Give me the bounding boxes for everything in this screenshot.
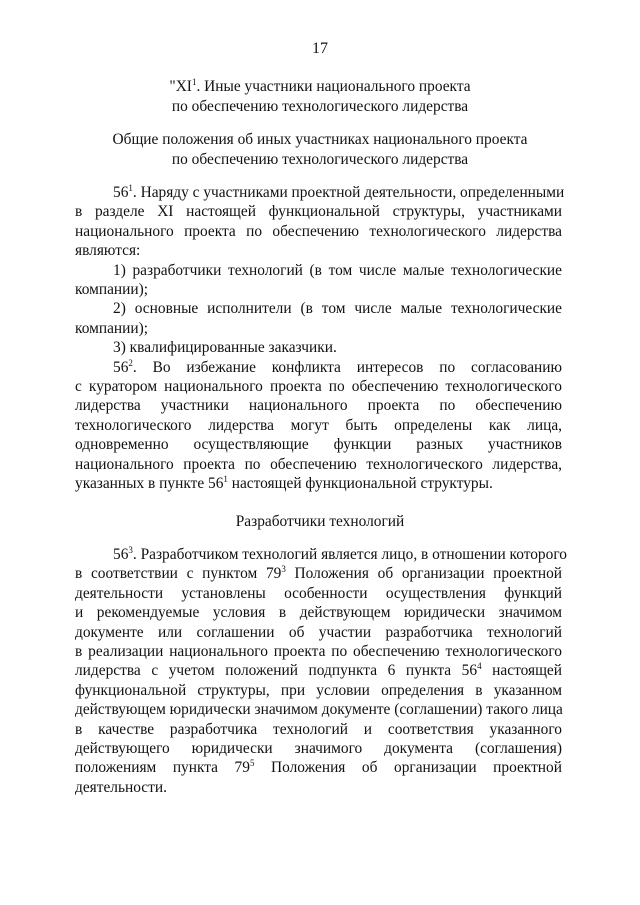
subsection-title bbox=[0, 130, 640, 170]
paragraph-56-2-line: технологического лидерства могут быть определены как лица, bbox=[75, 416, 562, 434]
paragraph-56-3-line: $56^3$. Разработчиком технологий является лицо, в отношении которого bbox=[113, 545, 567, 563]
paragraph-56-3-line: деятельности установлены особенности осуществления функций bbox=[75, 584, 562, 602]
section-title bbox=[0, 77, 640, 117]
paragraph-56-2-line: национального проекта по обеспечению технологического лидерства, bbox=[75, 455, 562, 473]
paragraph-56-1-line: $56^1$. Наряду с участниками проектной деятельности, определенными bbox=[113, 183, 565, 201]
paragraph-56-3-line: деятельности. bbox=[75, 778, 167, 796]
body-block-tech-developers bbox=[75, 545, 567, 797]
paragraph-56-3-line: и рекомендуемые условия в действующем юридически значимом bbox=[75, 604, 562, 622]
paragraph-56-2-line: указанных в пункте $56^1$ настоящей функциональной структуры. bbox=[75, 474, 493, 493]
paragraph-56-3-line: функциональной структуры, при условии определения в указанном bbox=[75, 681, 562, 699]
paragraph-56-2-line: $56^2$. Во избежание конфликта интересов по согласованию bbox=[113, 357, 562, 376]
paragraph-56-2-line: лидерства участники национального проекта по обеспечению bbox=[75, 397, 562, 415]
list-item-3: 3) квалифицированные заказчики. bbox=[113, 339, 337, 357]
tech-developers-title: Разработчики технологий bbox=[235, 513, 405, 530]
subsection-title-line-2: по обеспечению технологического лидерства bbox=[171, 151, 469, 168]
body-block-general bbox=[75, 183, 565, 494]
paragraph-56-2-line: с куратором национального проекта по обеспечению технологического bbox=[75, 378, 562, 396]
paragraph-56-3-line: в качестве разработчика технологий и соответствия указанного bbox=[75, 720, 562, 738]
page-number: 17 bbox=[312, 40, 328, 57]
paragraph-56-1-line: национального проекта по обеспечению технологического лидерства bbox=[75, 222, 562, 240]
list-item-1-line: компании); bbox=[75, 281, 149, 299]
paragraph-56-1-line: в разделе XI настоящей функциональной структуры, участниками bbox=[75, 203, 562, 221]
section-title-line-1: "$XI^1$. Иные участники национального проекта bbox=[169, 77, 471, 95]
paragraph-56-3-line: в соответствии с пунктом $79^3$ Положения об организации проектной bbox=[75, 564, 562, 583]
section-title-line-2: по обеспечению технологического лидерства bbox=[171, 98, 469, 115]
list-item-2-line: компании); bbox=[75, 319, 149, 337]
paragraph-56-2-line: одновременно осуществляющие функции разных участников bbox=[75, 436, 562, 454]
paragraph-56-3-line: документе или соглашении об участии разработчика технологий bbox=[75, 623, 562, 641]
list-item-1-line: 1) разработчики технологий (в том числе малые технологические bbox=[113, 261, 562, 279]
paragraph-56-3-line: положениям пункта $79^5$ Положения об организации проектной bbox=[75, 758, 562, 777]
paragraph-56-3-line: действующем юридически значимом документе (соглашении) такого лица bbox=[75, 701, 563, 719]
paragraph-56-3-line: в реализации национального проекта по обеспечению технологического bbox=[75, 643, 562, 661]
paragraph-56-3-line: лидерства с учетом положений подпункта 6 пункта $56^4$ настоящей bbox=[75, 661, 562, 680]
list-item-2-line: 2) основные исполнители (в том числе малые технологические bbox=[113, 300, 562, 318]
subsection-title-line-1: Общие положения об иных участниках национального проекта bbox=[112, 131, 528, 148]
paragraph-56-3-line: действующего юридически значимого документа (соглашения) bbox=[75, 740, 562, 758]
paragraph-56-1-line: являются: bbox=[75, 242, 141, 260]
